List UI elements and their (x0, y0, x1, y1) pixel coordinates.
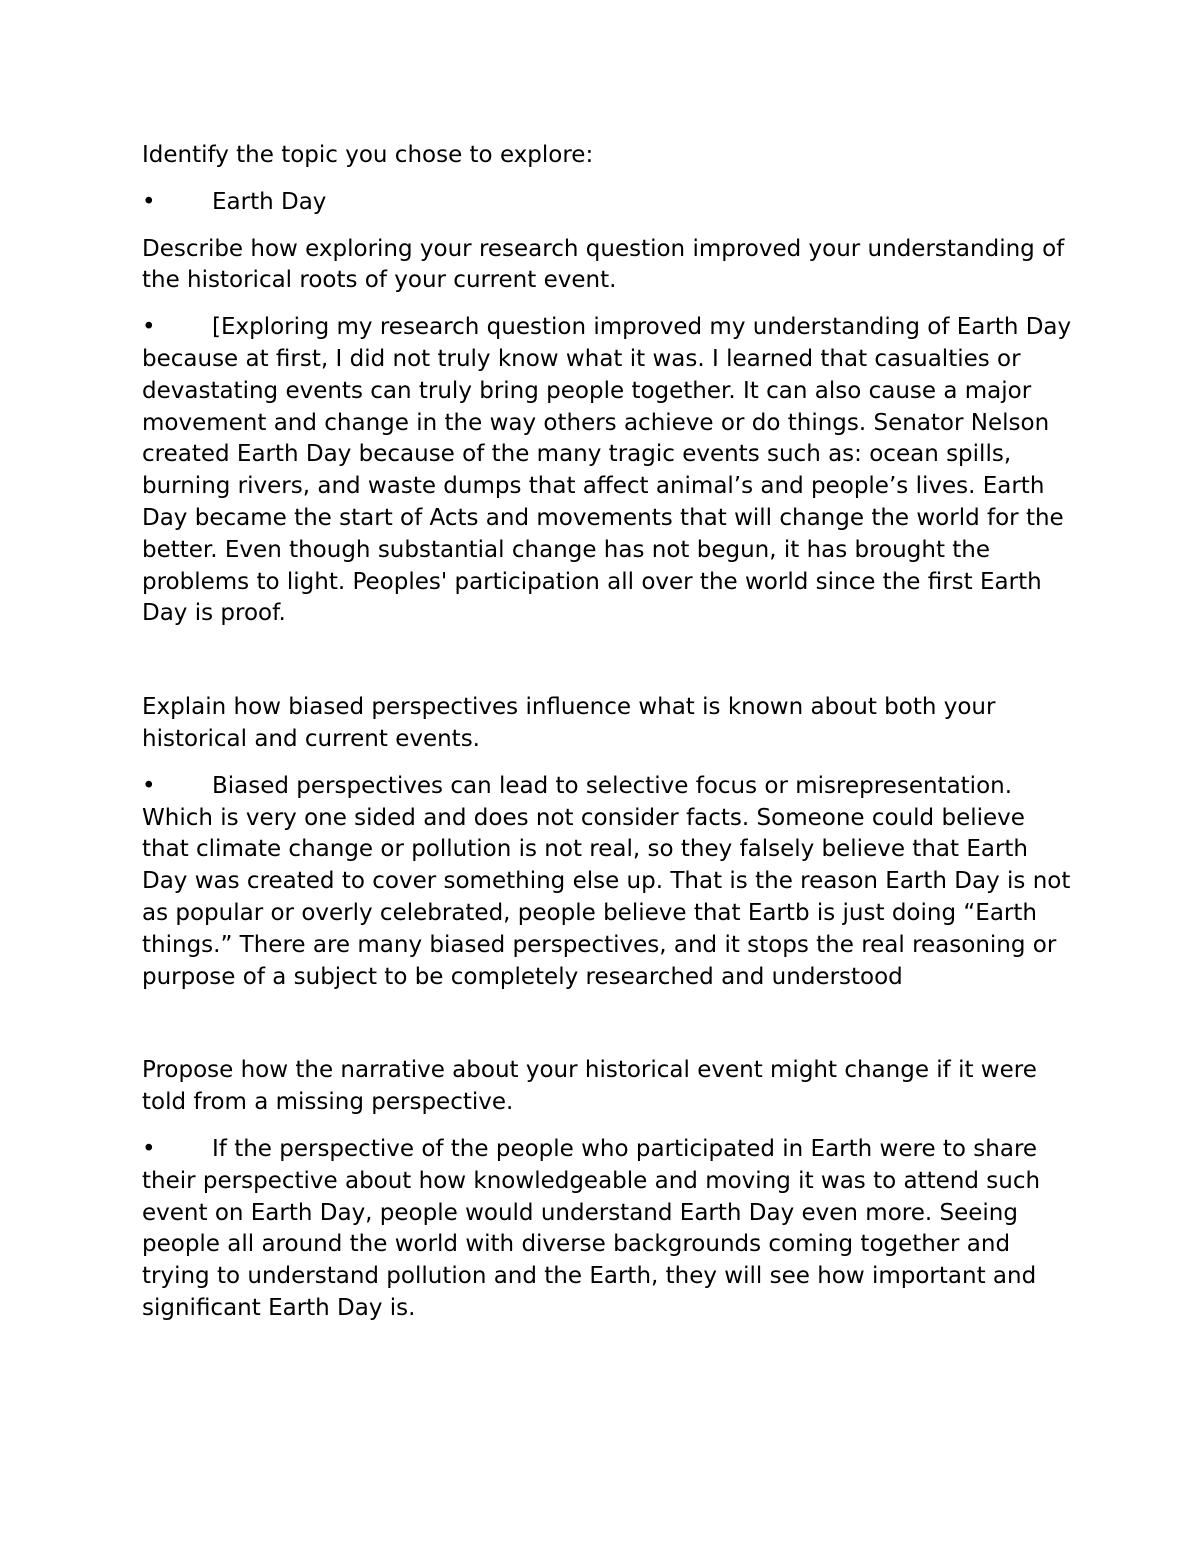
document-body (142, 140, 1072, 1340)
spacer (142, 1008, 1072, 1055)
prompt-missing-perspective: Propose how the narrative about your historical event might change if it were told from a missing perspective. (142, 1057, 1037, 1116)
spacer (142, 645, 1072, 692)
bullet-glyph: • (142, 1135, 156, 1162)
answer-historical-roots (142, 312, 1072, 630)
answer-text: If the perspective of the people who participated in Earth were to share their perspective about how knowledgeable and moving it was to attend such event on Earth Day, people would understand Earth Day even more. Seeing people all around the world with diverse backgrounds coming together and trying to understand pollution and the Earth, they will see how important and significant Earth Day is. (142, 1135, 1041, 1321)
prompt-historical-roots: Describe how exploring your research question improved your understanding of the historical roots of your current event. (142, 235, 1065, 294)
bullet-glyph: • (142, 188, 156, 215)
answer-missing-perspective (142, 1134, 1072, 1325)
answer-text: Earth Day (212, 188, 327, 215)
bullet-glyph: • (142, 772, 156, 799)
prompt-biased-perspectives: Explain how biased perspectives influence what is known about both your historical and current events. (142, 694, 996, 752)
answer-topic (142, 187, 1072, 219)
bullet-glyph: • (142, 314, 156, 341)
answer-biased-perspectives (142, 771, 1072, 994)
prompt-topic: Identify the topic you chose to explore: (142, 142, 594, 168)
answer-text: [Exploring my research question improved my understanding of Earth Day because at first, I did not truly know what it was. I learned that casualties or devastating events can truly bring people together. It can also cause a major movement and change in the way others achieve or do things. Senator Nelson created Earth Day because of the many tragic events such as: ocean spills, burning rivers, and waste dumps that affect animal’s and people’s lives. Earth Day became the start of Acts and movements that will change the world for the better. Even though substantial change has not begun, it has brought the problems to light. Peoples' participation all over the world since the first Earth Day is proof. (142, 314, 1072, 627)
answer-text: Biased perspectives can lead to selective focus or misrepresentation. Which is very one sided and does not consider facts. Someone could believe that climate change or pollution is not real, so they falsely believe that Earth Day was created to cover something else up. That is the reason Earth Day is not as popular or overly celebrated, people believe that Eartb is just doing “Earth things.” There are many biased perspectives, and it stops the real reasoning or purpose of a subject to be completely researched and understood (142, 772, 1071, 990)
